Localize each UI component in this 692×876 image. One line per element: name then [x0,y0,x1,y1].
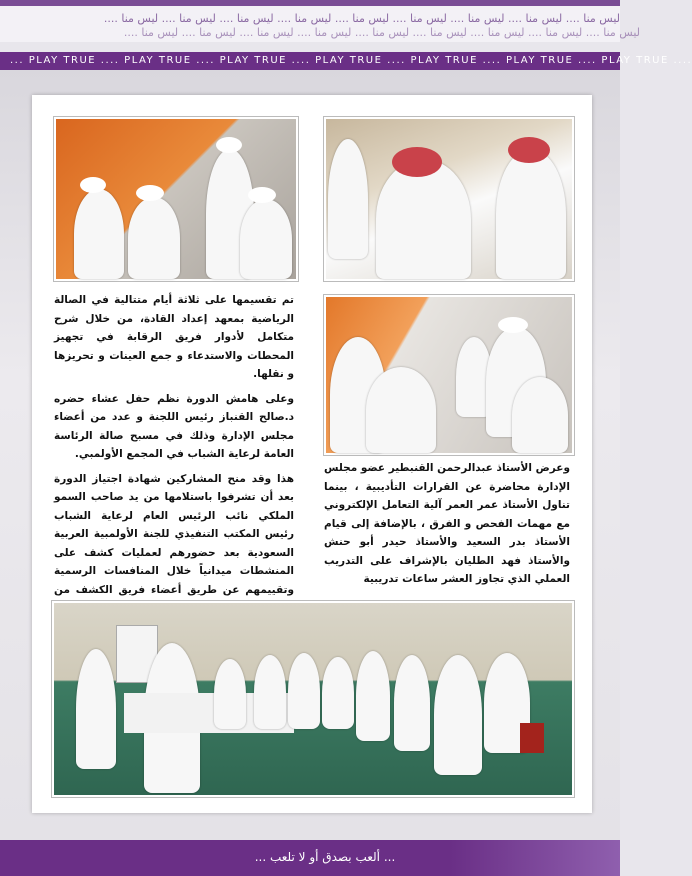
footer-slogan: ... ألعب بصدق أو لا تلعب ... [254,850,396,864]
person-figure [74,189,124,279]
article-paragraph: وعرض الأستاذ عبدالرحمن القنبطير عضو مجلس الإدارة محاضرة عن القرارات التأديبية ، بينما تناول الأستاذ عمر العمر آلية التعامل الإلكتروني مع مهمات الفحص و الفرق ، بالإضافة إلى قيام الأستاذ بدر السعيد والأستاذ حيدر أبو حنش والأستاذ فهد الطليان بالإشراف على التدريب العملي الذي تجاوز العشر ساعات تدريبية [324,462,570,585]
top-stripe [0,0,620,6]
photo-hall-officials [324,117,574,281]
shemagh-headwear [508,137,550,163]
white-cap [136,185,164,201]
person-figure [214,659,246,729]
person-figure [76,649,116,769]
white-cap [216,137,242,153]
article-right-column [324,459,570,595]
footer-shade [450,840,620,876]
red-bag [520,723,544,753]
white-cap [80,177,106,193]
photo-table-discussion [324,295,574,455]
person-figure [240,199,292,279]
person-figure [128,197,180,279]
footer-band [0,840,620,876]
shemagh-headwear [392,147,442,177]
article-paragraph: وعلى هامش الدورة نظم حفل عشاء حضره د.صالح القنباز رئيس اللجنة و عدد من أعضاء مجلس الإدارة وذلك في مسبح صالة الرئاسة العامة لرعاية الشباب في المجمع الأولمبي. [54,392,294,460]
photo-orange-room-group [54,117,298,281]
person-figure [496,149,566,279]
person-figure [328,139,368,259]
person-figure [394,655,430,751]
article-paragraph: تم تقسيمها على ثلاثة أيام متتالية في الصالة الرياضية بمعهد إعداد القادة، من خلال شرح متكامل لأدوار فريق الرقابة في تجهيز المحطات والاستدعاء و جمع العينات و تحريزها و نقلها. [54,294,294,380]
person-figure [366,367,436,453]
person-figure [288,653,320,729]
article-panel [32,95,592,813]
play-true-band [0,52,692,70]
person-figure [376,159,471,279]
play-true-text: ... PLAY TRUE .... PLAY TRUE .... PLAY TRUE .... PLAY TRUE .... PLAY TRUE .... PLAY TRUE .... PLAY TRUE .... [10,55,692,66]
person-figure [254,655,286,729]
white-cap [498,317,528,333]
photo-gym-training [52,601,574,797]
header-pattern-text: ليس منا .... ليس منا .... ليس منا .... ليس منا .... ليس منا .... ليس منا .... ليس منا .... ليس منا .... ليس منا .... [103,12,620,25]
article-left-column [54,291,294,624]
person-figure [434,655,482,775]
person-figure [356,651,390,741]
person-figure [322,657,354,729]
top-pattern-band [0,0,640,42]
person-figure [512,377,568,453]
white-cap [248,187,276,203]
article-paragraph: هذا وقد منح المشاركين شهادة اجتياز الدورة بعد أن تشرفوا باستلامها من يد صاحب السمو الملكي نائب الرئيس العام لرعاية الشباب رئيس المكتب التنفيذي للجنة الأولمبية العربية السعودية بعد حضورهم لعمليات كشف على المنشطات ميدانياً خلال المنافسات الرسمية وتقييمهم عن طريق أعضاء فريق الكشف من [54,472,294,596]
header-pattern-text-2: ليس منا .... ليس منا .... ليس منا .... ليس منا .... ليس منا .... ليس منا .... ليس منا .... ليس منا .... ليس منا .... [123,26,640,39]
